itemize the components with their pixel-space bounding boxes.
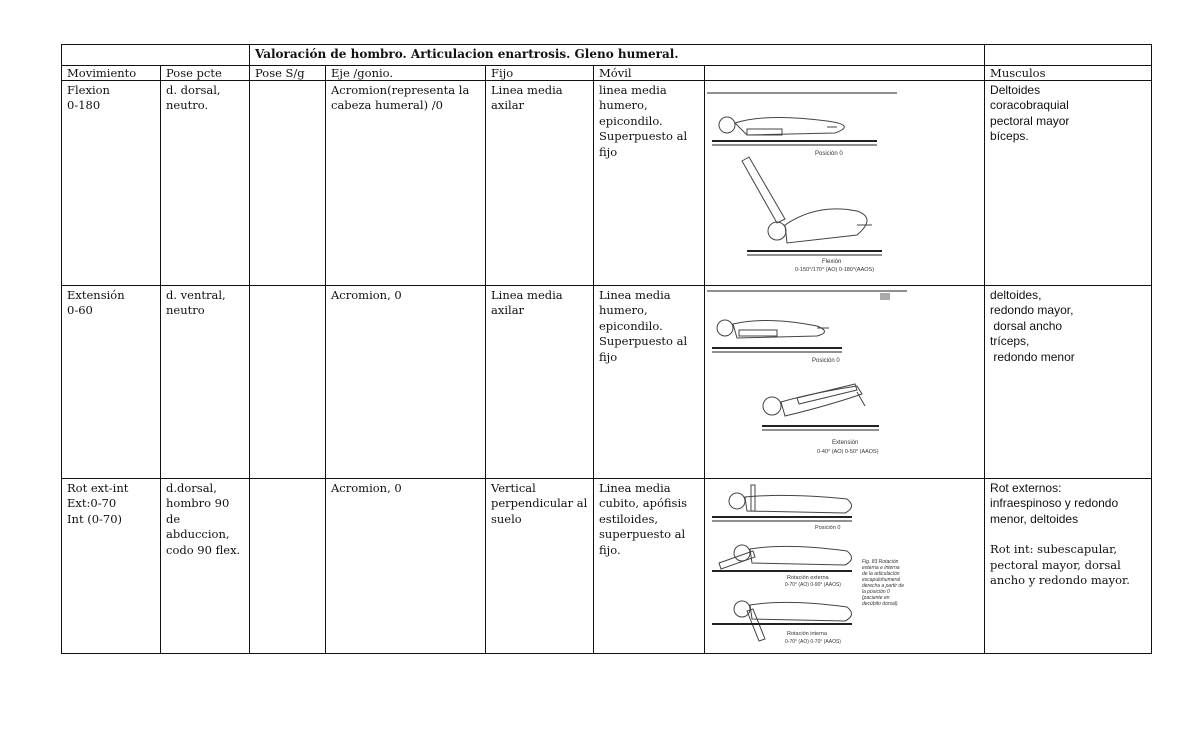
cell-pose-pcte <box>161 285 250 478</box>
cell-line: d. ventral, <box>166 287 226 302</box>
cell-fijo <box>486 80 594 285</box>
header-fijo: Fijo <box>486 65 594 80</box>
cell-fijo <box>486 285 594 478</box>
table-row-rotacion <box>62 478 1152 653</box>
figure-label: Posición 0 <box>815 150 843 157</box>
cell-movimiento <box>62 478 161 653</box>
title-row <box>62 45 1152 66</box>
cell-line: hombro 90 de <box>166 496 230 526</box>
header-pose-pcte: Pose pcte <box>161 65 250 80</box>
cell-line: Int (0-70) <box>67 511 123 526</box>
patient-prone-figure <box>717 320 829 338</box>
cell-line: cubito, apófisis <box>599 496 688 510</box>
cell-line: superpuesto al <box>599 527 686 541</box>
figure-label: 0-150°/170° (AO) 0-180°(AAOS) <box>795 266 875 273</box>
cell-line: bíceps. <box>990 129 1029 143</box>
header-eje: Eje /gonio. <box>326 65 486 80</box>
cell-line: deltoides, <box>990 287 1042 302</box>
cell-line: Linea media <box>599 287 671 302</box>
cell-line: pectoral mayor <box>990 113 1070 128</box>
figure-label: Posición 0 <box>815 524 841 531</box>
cell-line: menor, deltoides <box>990 511 1079 526</box>
cell-movimiento <box>62 285 161 478</box>
cell-movil <box>594 285 705 478</box>
cell-line: Rot ext-int <box>67 480 129 495</box>
cell-line: Acromion, 0 <box>331 480 402 495</box>
valoracion-table <box>61 44 1152 654</box>
cell-line: suelo <box>491 511 522 526</box>
spacer <box>990 527 1146 542</box>
cell-line: tríceps, <box>990 334 1030 348</box>
cell-pose-sg <box>250 285 326 478</box>
cell-movil <box>594 478 705 653</box>
cell-line: Linea media <box>491 287 563 302</box>
header-image <box>705 65 985 80</box>
figure-label: Rotación interna <box>787 630 828 637</box>
extension-illustration <box>707 288 907 468</box>
cell-line: cabeza humeral) /0 <box>331 98 443 112</box>
figure-label: Extensión <box>832 439 859 446</box>
figure-caption-container <box>862 559 906 641</box>
header-row <box>62 65 1152 80</box>
figure-label: Posición 0 <box>812 357 840 364</box>
cell-eje <box>326 478 486 653</box>
cell-line: redondo mayor, <box>990 303 1074 317</box>
cell-musculos <box>985 285 1152 478</box>
figure-label: Flexión <box>822 258 842 265</box>
cell-line: Linea media <box>599 480 671 495</box>
table-row-flexion <box>62 80 1152 285</box>
cell-line: abduccion, <box>166 527 230 541</box>
cell-line: epicondilo. <box>599 318 663 333</box>
valoracion-table-container <box>61 44 1151 655</box>
cell-line: ancho y redondo mayor. <box>990 573 1130 587</box>
patient-rotation-neutral-figure <box>729 485 852 513</box>
cell-line: estiloides, <box>599 511 659 526</box>
title-empty-cell-right <box>985 45 1152 66</box>
cell-pose-pcte <box>161 478 250 653</box>
cell-figure-extension <box>705 285 985 478</box>
cell-line: coracobraquial <box>990 98 1069 112</box>
rotation-illustration <box>707 481 907 647</box>
cell-line: Rot externos: <box>990 480 1062 495</box>
header-movil: Móvil <box>594 65 705 80</box>
figure-label: 0-40° (AO) 0-50° (AAOS) <box>817 448 879 455</box>
cell-musculos <box>985 80 1152 285</box>
cell-line: Superpuesto al <box>599 129 688 143</box>
cell-line: infraespinoso y redondo <box>990 496 1119 510</box>
cell-eje <box>326 285 486 478</box>
cell-line: Flexion <box>67 82 110 97</box>
cell-fijo <box>486 478 594 653</box>
cell-line: neutro <box>166 303 205 317</box>
cell-line: d. dorsal, <box>166 82 221 97</box>
cell-line: Acromion(representa la <box>331 82 470 97</box>
cell-line: 0-180 <box>67 98 101 112</box>
cell-figure-flexion <box>705 80 985 285</box>
cell-movil <box>594 80 705 285</box>
cell-line: linea media <box>599 82 667 97</box>
patient-supine-figure <box>719 117 844 135</box>
cell-line: dorsal ancho <box>990 318 1063 333</box>
header-pose-sg: Pose S/g <box>250 65 326 80</box>
cell-line: fijo. <box>599 542 621 557</box>
cell-line: pectoral mayor, dorsal <box>990 557 1121 572</box>
cell-eje <box>326 80 486 285</box>
cell-line: perpendicular al <box>491 496 588 510</box>
cell-pose-pcte <box>161 80 250 285</box>
cell-line: humero, <box>599 303 648 317</box>
patient-external-rotation-figure <box>719 545 852 569</box>
cell-line: Deltoides <box>990 82 1041 97</box>
cell-line: d.dorsal, <box>166 480 217 495</box>
cell-pose-sg <box>250 80 326 285</box>
cell-line: redondo menor <box>990 349 1075 364</box>
cell-movimiento <box>62 80 161 285</box>
cell-musculos <box>985 478 1152 653</box>
cell-line: Superpuesto al <box>599 334 688 348</box>
cell-line: Ext:0-70 <box>67 496 117 510</box>
cell-line: codo 90 flex. <box>166 542 241 557</box>
cell-line: 0-60 <box>67 303 93 317</box>
table-row-extension <box>62 285 1152 478</box>
cell-line: Vertical <box>491 480 536 495</box>
cell-line: fijo <box>599 144 618 159</box>
cell-line: Linea media <box>491 82 563 97</box>
cell-line: neutro. <box>166 98 209 112</box>
cell-line: fijo <box>599 349 618 364</box>
cell-pose-sg <box>250 478 326 653</box>
cell-line: Extensión <box>67 287 125 302</box>
flexion-illustration <box>707 83 901 277</box>
cell-line: Rot int: subescapular, <box>990 542 1118 556</box>
cell-line: epicondilo. <box>599 113 663 128</box>
cell-line: humero, <box>599 98 648 112</box>
patient-flexion-figure <box>742 157 872 243</box>
figure-mark <box>880 293 890 300</box>
table-title: Valoración de hombro. Articulacion enartrosis. Gleno humeral. <box>250 45 985 66</box>
cell-line: axilar <box>491 98 525 112</box>
header-movimiento: Movimiento <box>62 65 161 80</box>
cell-figure-rotacion <box>705 478 985 653</box>
title-empty-cell <box>62 45 250 66</box>
figure-label: 0-70° (AO) 0-70° (AAOS) <box>785 638 841 645</box>
cell-line: axilar <box>491 303 525 317</box>
figure-label: 0-70° (AO) 0-90° (AAOS) <box>785 581 841 588</box>
figure-caption: Fig. 83 Rotación externa e interna de la articulación escapulohumeral derecha a partir de la posición 0 (paciente en decúbito dorsal) <box>862 558 904 607</box>
figure-label: Rotación externa <box>787 574 829 581</box>
patient-extension-figure <box>763 384 865 416</box>
header-musculos: Musculos <box>985 65 1152 80</box>
cell-line: Acromion, 0 <box>331 287 402 302</box>
